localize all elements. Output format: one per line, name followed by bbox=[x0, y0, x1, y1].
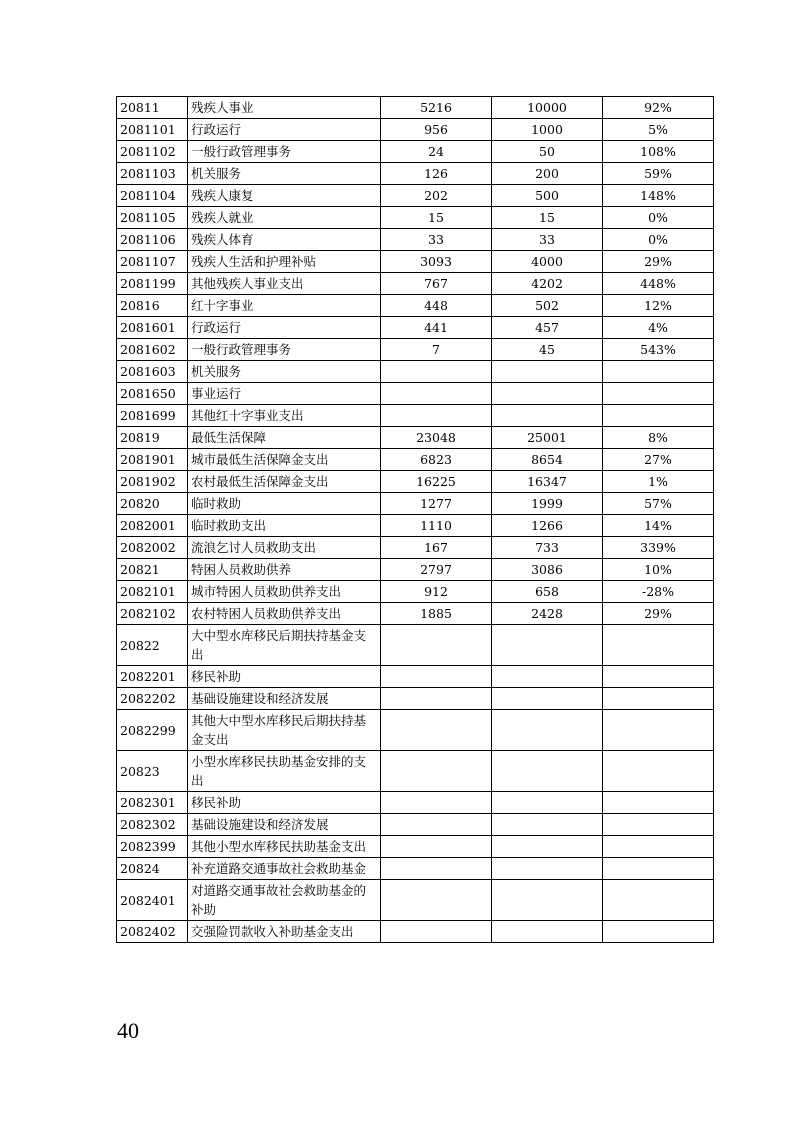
cell-value-1 bbox=[381, 858, 492, 880]
cell-code: 20824 bbox=[117, 858, 188, 880]
cell-value-1: 16225 bbox=[381, 471, 492, 493]
cell-value-2 bbox=[492, 361, 603, 383]
cell-percent: 0% bbox=[603, 207, 714, 229]
cell-value-2 bbox=[492, 710, 603, 751]
cell-value-2: 1999 bbox=[492, 493, 603, 515]
cell-value-2 bbox=[492, 688, 603, 710]
table-row bbox=[117, 273, 714, 295]
cell-value-2: 200 bbox=[492, 163, 603, 185]
cell-percent: 8% bbox=[603, 427, 714, 449]
cell-code: 2082401 bbox=[117, 880, 188, 921]
cell-code: 20820 bbox=[117, 493, 188, 515]
table-row bbox=[117, 603, 714, 625]
cell-name: 其他残疾人事业支出 bbox=[188, 273, 381, 295]
cell-value-2 bbox=[492, 836, 603, 858]
table-row bbox=[117, 537, 714, 559]
cell-percent bbox=[603, 383, 714, 405]
cell-name: 农村最低生活保障金支出 bbox=[188, 471, 381, 493]
table-row bbox=[117, 710, 714, 751]
cell-name: 基础设施建设和经济发展 bbox=[188, 814, 381, 836]
cell-value-1 bbox=[381, 361, 492, 383]
cell-code: 2081107 bbox=[117, 251, 188, 273]
cell-value-1 bbox=[381, 405, 492, 427]
cell-value-2: 10000 bbox=[492, 97, 603, 119]
cell-value-2: 457 bbox=[492, 317, 603, 339]
cell-code: 2081101 bbox=[117, 119, 188, 141]
cell-value-2 bbox=[492, 792, 603, 814]
cell-value-2: 4000 bbox=[492, 251, 603, 273]
table-row bbox=[117, 339, 714, 361]
cell-value-1 bbox=[381, 710, 492, 751]
cell-name: 机关服务 bbox=[188, 163, 381, 185]
cell-value-1 bbox=[381, 688, 492, 710]
cell-value-1: 167 bbox=[381, 537, 492, 559]
cell-percent: 0% bbox=[603, 229, 714, 251]
table-row bbox=[117, 858, 714, 880]
table-row bbox=[117, 449, 714, 471]
cell-value-2 bbox=[492, 625, 603, 666]
cell-code: 2082399 bbox=[117, 836, 188, 858]
cell-value-2 bbox=[492, 383, 603, 405]
cell-code: 2081199 bbox=[117, 273, 188, 295]
cell-name: 临时救助支出 bbox=[188, 515, 381, 537]
cell-name: 一般行政管理事务 bbox=[188, 339, 381, 361]
cell-value-1: 1110 bbox=[381, 515, 492, 537]
cell-name: 移民补助 bbox=[188, 792, 381, 814]
table-row bbox=[117, 229, 714, 251]
cell-code: 2081105 bbox=[117, 207, 188, 229]
cell-name: 红十字事业 bbox=[188, 295, 381, 317]
table-row bbox=[117, 317, 714, 339]
cell-value-1 bbox=[381, 751, 492, 792]
cell-value-2 bbox=[492, 666, 603, 688]
cell-name: 行政运行 bbox=[188, 119, 381, 141]
cell-value-1: 5216 bbox=[381, 97, 492, 119]
cell-value-2: 1266 bbox=[492, 515, 603, 537]
cell-name: 城市特困人员救助供养支出 bbox=[188, 581, 381, 603]
cell-value-2 bbox=[492, 880, 603, 921]
cell-name: 残疾人就业 bbox=[188, 207, 381, 229]
cell-percent bbox=[603, 921, 714, 943]
cell-percent: 148% bbox=[603, 185, 714, 207]
cell-value-1: 15 bbox=[381, 207, 492, 229]
cell-value-2: 33 bbox=[492, 229, 603, 251]
cell-value-1 bbox=[381, 836, 492, 858]
cell-code: 20821 bbox=[117, 559, 188, 581]
cell-percent: 339% bbox=[603, 537, 714, 559]
cell-value-1: 3093 bbox=[381, 251, 492, 273]
cell-code: 2082301 bbox=[117, 792, 188, 814]
cell-value-1 bbox=[381, 792, 492, 814]
table-row bbox=[117, 471, 714, 493]
cell-value-1 bbox=[381, 921, 492, 943]
table-row bbox=[117, 921, 714, 943]
cell-value-2: 25001 bbox=[492, 427, 603, 449]
cell-code: 20816 bbox=[117, 295, 188, 317]
cell-value-1: 441 bbox=[381, 317, 492, 339]
table-row bbox=[117, 688, 714, 710]
table-row bbox=[117, 427, 714, 449]
cell-code: 2082001 bbox=[117, 515, 188, 537]
cell-code: 2082402 bbox=[117, 921, 188, 943]
table-body bbox=[117, 97, 714, 943]
cell-percent: 92% bbox=[603, 97, 714, 119]
cell-percent bbox=[603, 625, 714, 666]
cell-value-2: 733 bbox=[492, 537, 603, 559]
table-row bbox=[117, 295, 714, 317]
cell-code: 2081104 bbox=[117, 185, 188, 207]
cell-name: 其他小型水库移民扶助基金支出 bbox=[188, 836, 381, 858]
cell-percent: 1% bbox=[603, 471, 714, 493]
cell-name: 机关服务 bbox=[188, 361, 381, 383]
cell-name: 流浪乞讨人员救助支出 bbox=[188, 537, 381, 559]
cell-value-1: 2797 bbox=[381, 559, 492, 581]
cell-value-1: 23048 bbox=[381, 427, 492, 449]
table-row bbox=[117, 185, 714, 207]
cell-code: 2081699 bbox=[117, 405, 188, 427]
cell-code: 2081603 bbox=[117, 361, 188, 383]
cell-name: 残疾人生活和护理补贴 bbox=[188, 251, 381, 273]
cell-percent bbox=[603, 361, 714, 383]
cell-percent: 543% bbox=[603, 339, 714, 361]
cell-code: 2081601 bbox=[117, 317, 188, 339]
cell-percent: 59% bbox=[603, 163, 714, 185]
cell-code: 2082002 bbox=[117, 537, 188, 559]
cell-value-1: 24 bbox=[381, 141, 492, 163]
cell-value-2 bbox=[492, 814, 603, 836]
cell-percent: 29% bbox=[603, 251, 714, 273]
cell-code: 2082201 bbox=[117, 666, 188, 688]
cell-value-1 bbox=[381, 666, 492, 688]
cell-value-1: 6823 bbox=[381, 449, 492, 471]
cell-percent: 14% bbox=[603, 515, 714, 537]
cell-value-1: 448 bbox=[381, 295, 492, 317]
cell-value-1 bbox=[381, 383, 492, 405]
cell-code: 2082299 bbox=[117, 710, 188, 751]
cell-percent: 108% bbox=[603, 141, 714, 163]
cell-value-2: 8654 bbox=[492, 449, 603, 471]
table-row bbox=[117, 581, 714, 603]
cell-value-2: 500 bbox=[492, 185, 603, 207]
cell-value-1: 7 bbox=[381, 339, 492, 361]
cell-value-1 bbox=[381, 880, 492, 921]
table-row bbox=[117, 814, 714, 836]
cell-percent: 57% bbox=[603, 493, 714, 515]
cell-name: 交强险罚款收入补助基金支出 bbox=[188, 921, 381, 943]
cell-value-1: 1885 bbox=[381, 603, 492, 625]
cell-name: 事业运行 bbox=[188, 383, 381, 405]
cell-name: 移民补助 bbox=[188, 666, 381, 688]
table-row bbox=[117, 119, 714, 141]
cell-value-1: 767 bbox=[381, 273, 492, 295]
cell-value-2 bbox=[492, 751, 603, 792]
cell-name: 其他红十字事业支出 bbox=[188, 405, 381, 427]
cell-percent bbox=[603, 836, 714, 858]
cell-percent bbox=[603, 880, 714, 921]
cell-value-2: 3086 bbox=[492, 559, 603, 581]
cell-percent bbox=[603, 405, 714, 427]
cell-value-1: 1277 bbox=[381, 493, 492, 515]
cell-percent: 448% bbox=[603, 273, 714, 295]
table-row bbox=[117, 559, 714, 581]
table-row bbox=[117, 251, 714, 273]
cell-percent: 12% bbox=[603, 295, 714, 317]
cell-value-2: 658 bbox=[492, 581, 603, 603]
table-row bbox=[117, 97, 714, 119]
cell-name: 临时救助 bbox=[188, 493, 381, 515]
cell-code: 2081901 bbox=[117, 449, 188, 471]
cell-value-2: 50 bbox=[492, 141, 603, 163]
cell-value-2: 45 bbox=[492, 339, 603, 361]
cell-percent bbox=[603, 710, 714, 751]
cell-percent: 29% bbox=[603, 603, 714, 625]
cell-name: 农村特困人员救助供养支出 bbox=[188, 603, 381, 625]
cell-value-2 bbox=[492, 858, 603, 880]
cell-code: 20811 bbox=[117, 97, 188, 119]
table-row bbox=[117, 792, 714, 814]
cell-percent bbox=[603, 688, 714, 710]
cell-percent bbox=[603, 792, 714, 814]
cell-percent bbox=[603, 666, 714, 688]
cell-code: 2081106 bbox=[117, 229, 188, 251]
cell-name: 基础设施建设和经济发展 bbox=[188, 688, 381, 710]
cell-value-1 bbox=[381, 814, 492, 836]
table-row bbox=[117, 207, 714, 229]
cell-code: 20819 bbox=[117, 427, 188, 449]
cell-name: 其他大中型水库移民后期扶持基金支出 bbox=[188, 710, 381, 751]
cell-code: 20823 bbox=[117, 751, 188, 792]
cell-value-2: 15 bbox=[492, 207, 603, 229]
cell-percent: 10% bbox=[603, 559, 714, 581]
cell-percent bbox=[603, 858, 714, 880]
cell-value-1: 126 bbox=[381, 163, 492, 185]
table-row bbox=[117, 163, 714, 185]
table-row bbox=[117, 493, 714, 515]
cell-code: 20822 bbox=[117, 625, 188, 666]
cell-code: 2082302 bbox=[117, 814, 188, 836]
table-row bbox=[117, 836, 714, 858]
budget-table bbox=[116, 96, 714, 943]
cell-code: 2082202 bbox=[117, 688, 188, 710]
cell-name: 一般行政管理事务 bbox=[188, 141, 381, 163]
cell-name: 对道路交通事故社会救助基金的补助 bbox=[188, 880, 381, 921]
table-row bbox=[117, 751, 714, 792]
cell-code: 2081102 bbox=[117, 141, 188, 163]
cell-name: 特困人员救助供养 bbox=[188, 559, 381, 581]
cell-name: 行政运行 bbox=[188, 317, 381, 339]
cell-percent: 27% bbox=[603, 449, 714, 471]
table-row bbox=[117, 141, 714, 163]
cell-name: 最低生活保障 bbox=[188, 427, 381, 449]
cell-code: 2082101 bbox=[117, 581, 188, 603]
cell-code: 2081902 bbox=[117, 471, 188, 493]
cell-value-2: 1000 bbox=[492, 119, 603, 141]
cell-name: 残疾人事业 bbox=[188, 97, 381, 119]
cell-code: 2081602 bbox=[117, 339, 188, 361]
cell-value-2: 2428 bbox=[492, 603, 603, 625]
cell-value-1: 912 bbox=[381, 581, 492, 603]
cell-value-2 bbox=[492, 921, 603, 943]
cell-value-1 bbox=[381, 625, 492, 666]
table-row bbox=[117, 880, 714, 921]
cell-percent bbox=[603, 814, 714, 836]
table-row bbox=[117, 666, 714, 688]
cell-name: 残疾人体育 bbox=[188, 229, 381, 251]
cell-percent: 4% bbox=[603, 317, 714, 339]
table-row bbox=[117, 515, 714, 537]
table-row bbox=[117, 625, 714, 666]
cell-percent: 5% bbox=[603, 119, 714, 141]
table-row bbox=[117, 405, 714, 427]
table-row bbox=[117, 361, 714, 383]
cell-value-2 bbox=[492, 405, 603, 427]
cell-name: 大中型水库移民后期扶持基金支出 bbox=[188, 625, 381, 666]
page-number: 40 bbox=[117, 1018, 139, 1043]
cell-value-2: 16347 bbox=[492, 471, 603, 493]
cell-name: 补充道路交通事故社会救助基金 bbox=[188, 858, 381, 880]
cell-name: 残疾人康复 bbox=[188, 185, 381, 207]
cell-value-2: 4202 bbox=[492, 273, 603, 295]
cell-code: 2081650 bbox=[117, 383, 188, 405]
cell-code: 2082102 bbox=[117, 603, 188, 625]
cell-code: 2081103 bbox=[117, 163, 188, 185]
table-row bbox=[117, 383, 714, 405]
cell-name: 城市最低生活保障金支出 bbox=[188, 449, 381, 471]
cell-value-1: 33 bbox=[381, 229, 492, 251]
cell-value-1: 202 bbox=[381, 185, 492, 207]
cell-percent bbox=[603, 751, 714, 792]
cell-value-2: 502 bbox=[492, 295, 603, 317]
cell-name: 小型水库移民扶助基金安排的支出 bbox=[188, 751, 381, 792]
cell-percent: -28% bbox=[603, 581, 714, 603]
cell-value-1: 956 bbox=[381, 119, 492, 141]
